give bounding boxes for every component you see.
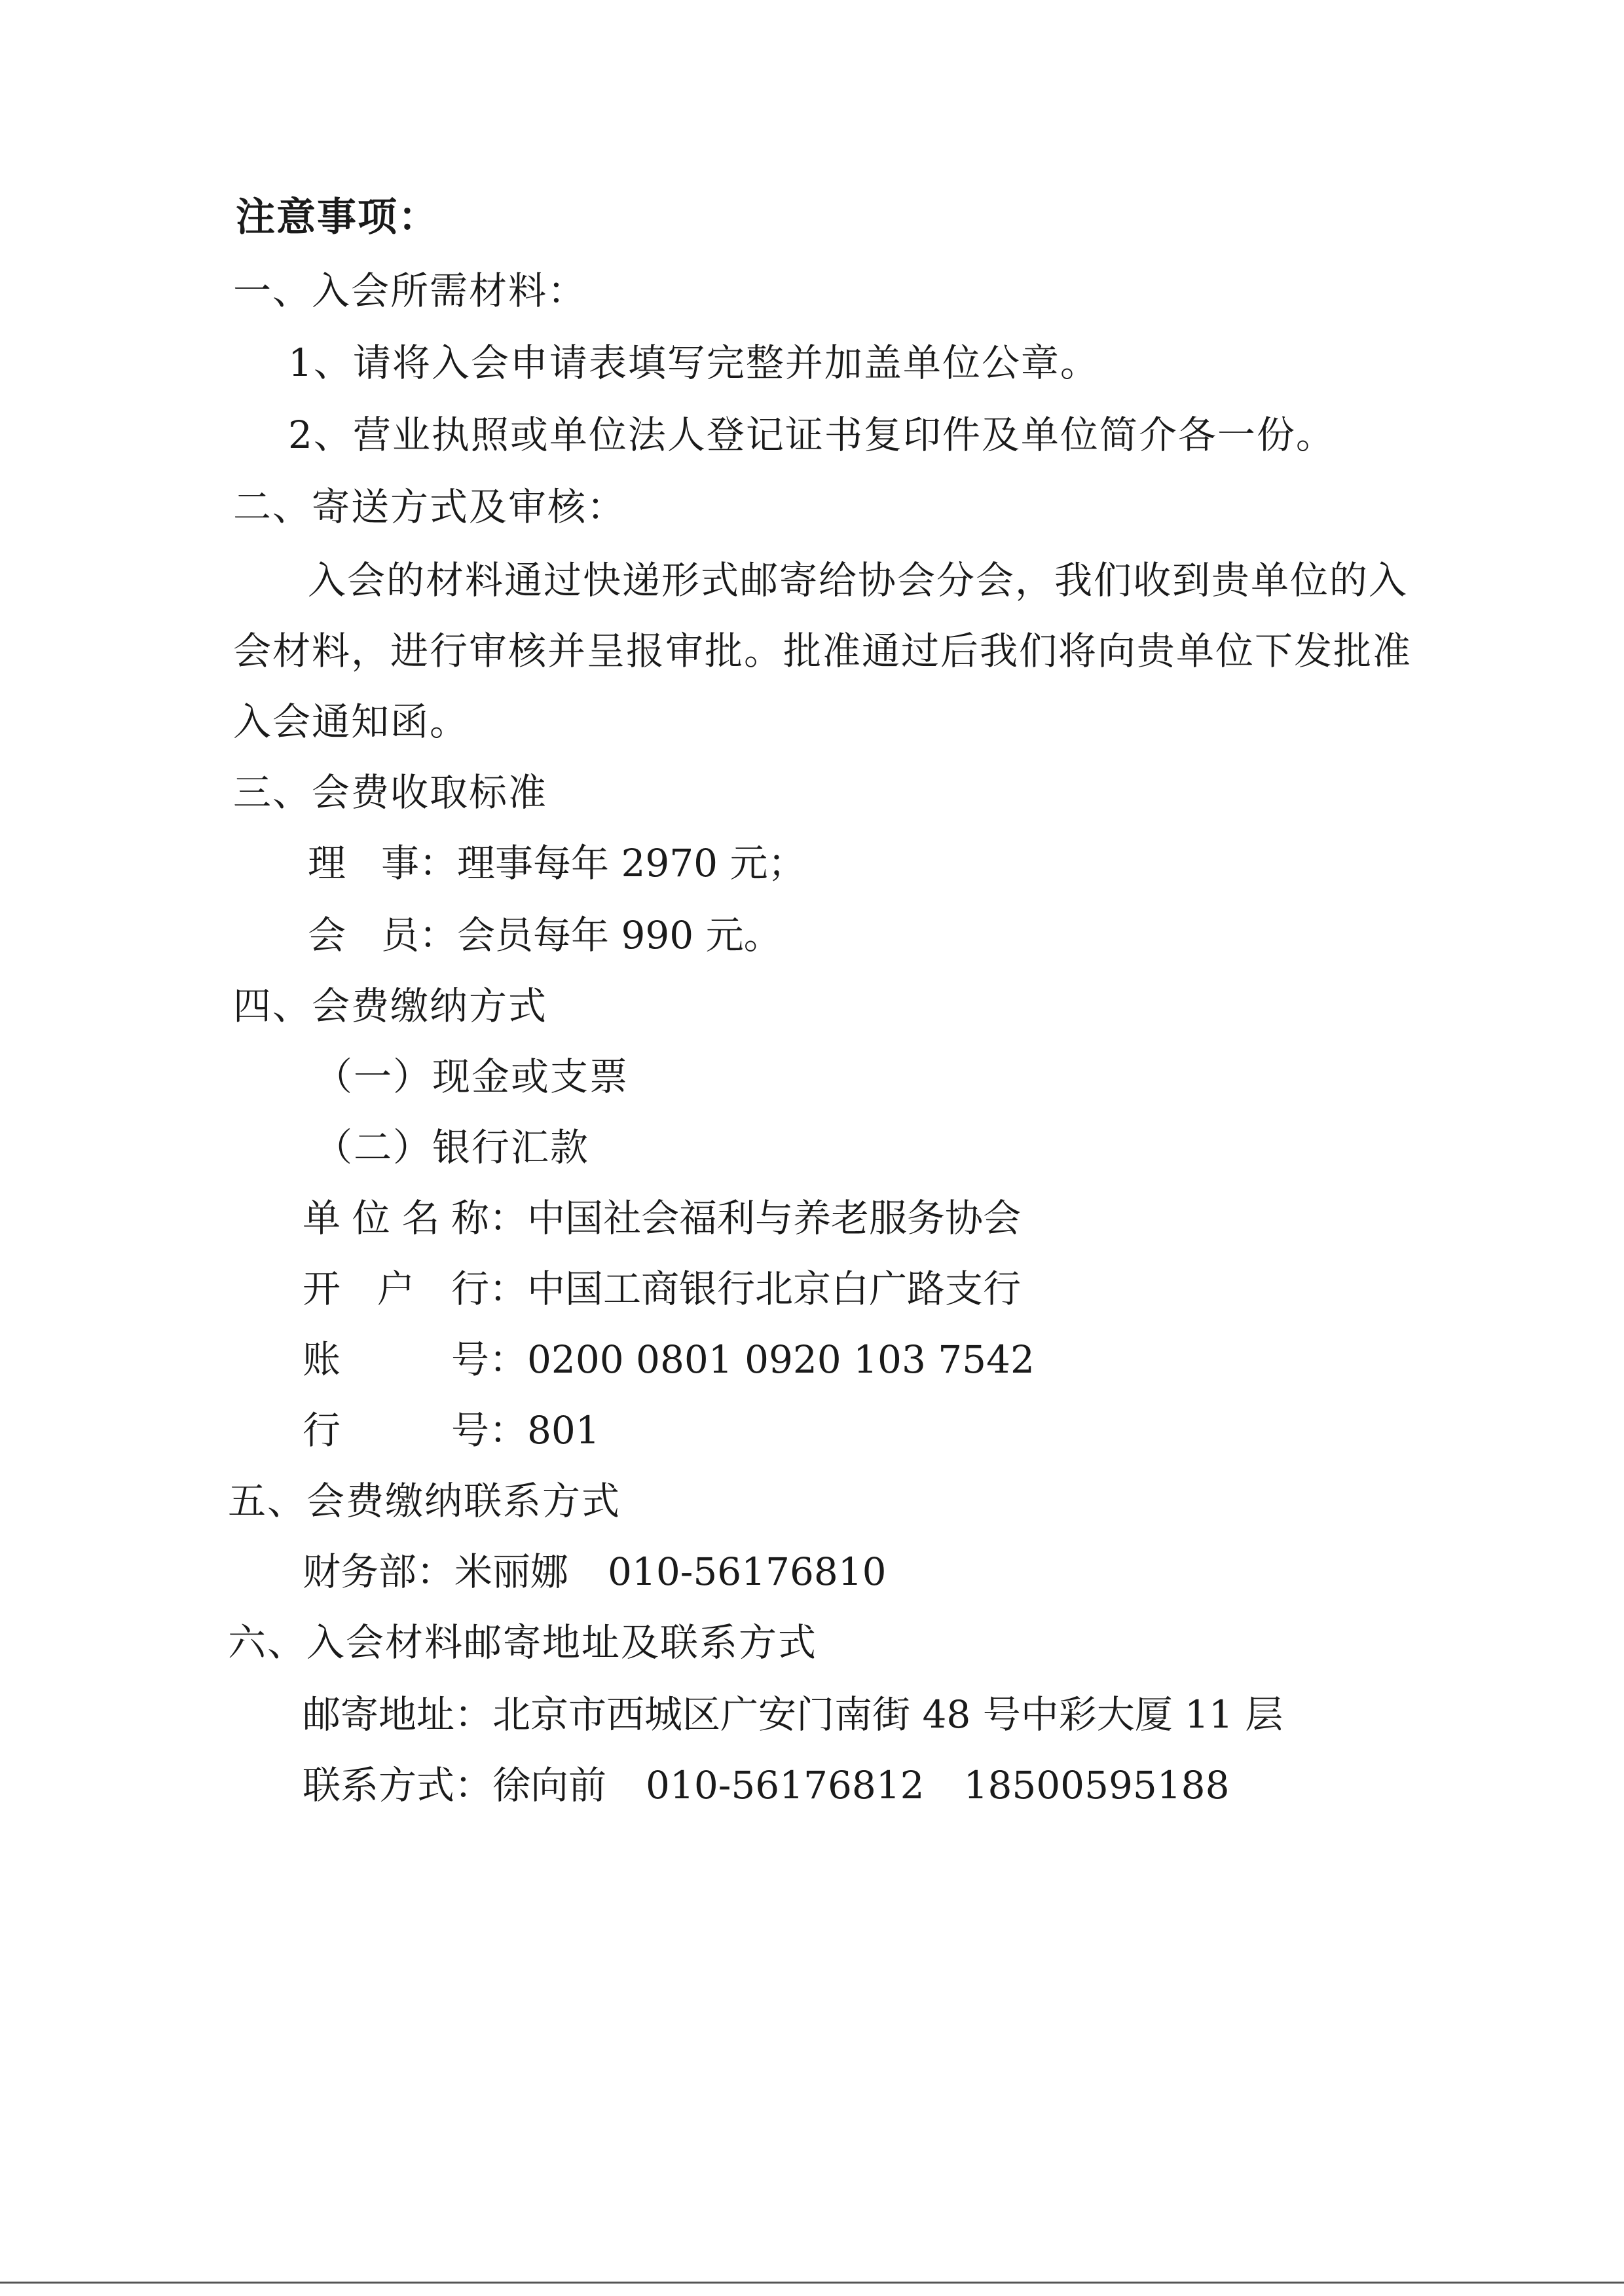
mail-contact-row: 联系方式：徐向前 010-56176812 18500595188 (303, 1763, 1230, 1807)
section2-para-line3: 入会通知函。 (233, 699, 470, 744)
finance-contact-row: 财务部：米丽娜 010-56176810 (303, 1549, 887, 1594)
section1-heading: 一、入会所需材料： (233, 268, 587, 313)
fee-director-label: 理事 (308, 841, 419, 885)
section2-heading: 二、寄送方式及审核： (233, 485, 627, 529)
bank-name-value: 中国社会福利与养老服务协会 (527, 1196, 1022, 1240)
bank-code-label: 行号 (303, 1408, 489, 1453)
account-row: 账号：0200 0801 0920 103 7542 (303, 1337, 1035, 1382)
account-label: 账号 (303, 1337, 489, 1382)
section2-para-line2: 会材料，进行审核并呈报审批。批准通过后我们将向贵单位下发批准 (233, 629, 1412, 673)
mail-contact-phone: 010-56176812 (646, 1763, 925, 1807)
section5-heading: 五、会费缴纳联系方式 (228, 1479, 621, 1523)
fee-member-value: 会员每年 990 元。 (457, 913, 782, 957)
page-bottom-edge (0, 2282, 1624, 2284)
finance-contact-phone: 010-56176810 (608, 1549, 887, 1594)
section6-heading: 六、入会材料邮寄地址及联系方式 (228, 1620, 818, 1665)
bank-code-row: 行号：801 (303, 1408, 600, 1453)
mail-contact-name: 徐向前 (492, 1763, 607, 1807)
mail-contact-label: 联系方式 (303, 1763, 455, 1807)
account-value: 0200 0801 0920 103 7542 (527, 1337, 1035, 1382)
section4-heading: 四、会费缴纳方式 (233, 984, 548, 1028)
mail-contact-mobile: 18500595188 (963, 1763, 1230, 1807)
bank-branch-row: 开户行：中国工商银行北京白广路支行 (303, 1267, 1022, 1311)
fee-director-value: 理事每年 2970 元； (457, 841, 806, 885)
mail-address-value: 北京市西城区广安门南街 48 号中彩大厦 11 层 (492, 1692, 1283, 1737)
bank-branch-label: 开户行 (303, 1267, 489, 1311)
section2-para-line1: 入会的材料通过快递形式邮寄给协会分会，我们收到贵单位的入 (308, 558, 1409, 602)
mail-address-row: 邮寄地址：北京市西城区广安门南街 48 号中彩大厦 11 层 (303, 1692, 1283, 1737)
finance-contact-label: 财务部 (303, 1549, 417, 1594)
bank-name-row: 单位名称：中国社会福利与养老服务协会 (303, 1196, 1022, 1240)
section1-item1: 1、请将入会申请表填写完整并加盖单位公章。 (288, 341, 1099, 385)
payment-method-transfer: （二）银行汇款 (314, 1125, 590, 1170)
bank-branch-value: 中国工商银行北京白广路支行 (527, 1267, 1022, 1311)
finance-contact-name: 米丽娜 (454, 1549, 569, 1594)
section3-heading: 三、会费收取标准 (233, 770, 548, 815)
fee-member-row: 会员：会员每年 990 元。 (308, 913, 782, 957)
mail-address-label: 邮寄地址 (303, 1692, 455, 1737)
bank-code-value: 801 (527, 1408, 600, 1453)
fee-director-row: 理事：理事每年 2970 元； (308, 841, 806, 885)
fee-member-label: 会员 (308, 913, 419, 957)
section1-item2: 2、营业执照或单位法人登记证书复印件及单位简介各一份。 (288, 413, 1335, 457)
page-title: 注意事项： (236, 194, 439, 240)
bank-name-label: 单位名称 (303, 1196, 489, 1240)
payment-method-cash: （一）现金或支票 (314, 1054, 629, 1099)
